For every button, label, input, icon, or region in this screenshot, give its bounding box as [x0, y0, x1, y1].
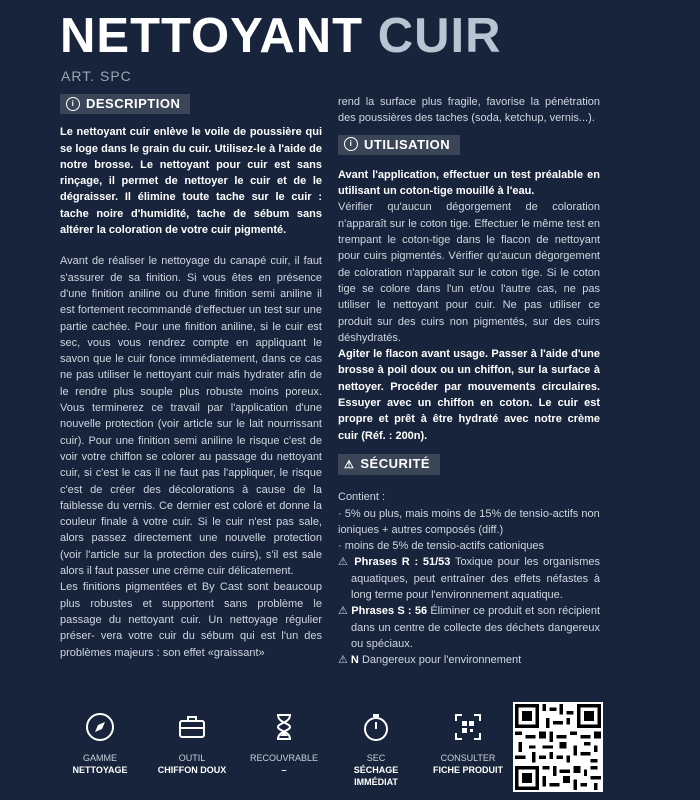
description-intro: Le nettoyant cuir enlève le voile de poussière qui se loge dans le grain du cuir. Utilisez-le à l'aide de notre brosse. Le nettoyant pour cuir est sans rinçage, il permet de nettoyer le cuir et de le dégraisser. Il élimine toute tache sur le cuir : tache noire d'humidité, tache de sébum sans altérer la coloration de votre cuir pigmenté.	[60, 126, 322, 237]
info-icon: i	[66, 97, 80, 111]
stopwatch-icon	[361, 712, 391, 742]
list-item: · moins de 5% de tensio-actifs cationiques	[338, 540, 545, 553]
description-body: Avant de réaliser le nettoyage du canapé cuir, il faut s'assurer de sa finition. Si vous êtes en présence d'une finition aniline ou d'une finition semi aniline il est fortement recommandé d'effectuer un test sur une partie cachée. Pour une finition aniline, si le cuir est sec, vous vous rendrez compte en appliquant le savon que le cuir fonce immédiatement, dans ce cas ne pas utiliser le nettoyant cuir mais hydrater afin de le rendre plus souple plus robuste moins poreux. Vous terminerez ce travail par l'application d'une nouvelle protection (voir article sur le lait nourrissant cuir). Pour une finition semi aniline le risque c'est de voir votre chiffon se colorer au passage du nettoyant cuir, si c'est le cas il ne faut pas l'appliquer, le risque c'est de créer des décolorations à cause de la faiblesse du vernis. Ce dernier est coloré et donne la couleur finale à votre cuir. Si le cuir n'est pas sale, alors passez directement une nouvelle protection (voir l'article sur la protection des cuirs), s'il est sale alors il faut passer une crème cuir délicatement.	[60, 255, 322, 578]
utilisation-steps: Agiter le flacon avant usage. Passer à l'aide d'une brosse à poil doux ou un chiffon, sur la surface à nettoyer. Procéder par mouvements circulaires. Essuyer avec un chiffon en coton. Le cuir est propre et prêt à être hydraté avec notre crème cuir (Réf. : 200n).	[338, 348, 600, 442]
phrase-r: ⚠ Phrases R : 51/53 Toxique pour les organismes aquatiques, peut entraîner des effets néfastes à long terme pour l'environnement aquatique.	[338, 556, 600, 602]
footer-item-gamme: GAMME NETTOYAGE	[60, 712, 140, 776]
hourglass-icon	[269, 712, 299, 742]
warning-icon: ⚠	[344, 458, 355, 471]
securite-list	[338, 506, 600, 555]
info-icon: i	[344, 137, 358, 151]
footer-icons	[60, 702, 600, 800]
qr-scan-icon	[453, 712, 483, 742]
footer-item-outil: OUTIL CHIFFON DOUX	[152, 712, 232, 776]
left-column	[60, 94, 322, 661]
right-column	[338, 94, 600, 669]
phrase-s: ⚠ Phrases S : 56 Éliminer ce produit et son récipient dans un centre de collecte des déchets dangereux ou spéciaux.	[338, 605, 601, 650]
product-title	[60, 4, 501, 68]
description-body2: Les finitions pigmentées et By Cast sont beaucoup plus robustes et supportent sans problème le passage du nettoyant cuir. Un nettoyage régulier préser- vera votre cuir du sébum qui est l'un des problèmes majeurs : son effet «graissant»	[60, 581, 322, 659]
phrase-n: ⚠ N Dangereux pour l'environnement	[338, 654, 522, 667]
footer-item-consulter[interactable]: CONSULTER FICHE PRODUIT	[428, 712, 508, 776]
warning-icon: ⚠	[338, 556, 355, 569]
list-item: · 5% ou plus, mais moins de 15% de tensio-actifs non ioniques + autres composés (diff.)	[338, 507, 600, 536]
qr-code[interactable]	[513, 702, 603, 792]
utilisation-text: Vérifier qu'aucun dégorgement de coloration n'apparaît sur le coton tige. Effectuer le même test en trempant le coton-tige dans le flacon de nettoyant pour cuirs pigmentés. Vérifier qu'aucun dégorgement de coloration n'apparaît sur le coton tige. Si le coton tige se colore dans l'un et/ou l'autre cas, ne pas utiliser le nettoyant pour cuir. Ne pas utiliser ce produit sur des cuirs non pigmentés, sur des cuirs déshydratés.	[338, 201, 600, 344]
description-heading: i DESCRIPTION	[60, 94, 190, 114]
securite-heading: ⚠ SÉCURITÉ	[338, 454, 440, 475]
utilisation-intro: Avant l'application, effectuer un test préalable en utilisant un coton-tige mouillé à l'eau.	[338, 168, 600, 198]
description-continued: rend la surface plus fragile, favorise la pénétration des poussières des taches (soda, ketchup, vernis...).	[338, 96, 600, 125]
footer-item-sec: SEC SÉCHAGE IMMÉDIAT	[336, 712, 416, 788]
toolbox-icon	[177, 712, 207, 742]
utilisation-heading: i UTILISATION	[338, 135, 460, 155]
title-part1: NETTOYANT	[60, 9, 364, 63]
qr-code-image	[515, 704, 601, 790]
securite-contient: Contient :	[338, 491, 386, 504]
article-reference: ART. SPC	[61, 68, 132, 84]
title-part2: CUIR	[377, 9, 502, 63]
warning-icon: ⚠	[338, 654, 351, 667]
warning-icon: ⚠	[338, 605, 352, 618]
footer-item-recouvrable: RECOUVRABLE –	[244, 712, 324, 776]
compass-icon	[85, 712, 115, 742]
